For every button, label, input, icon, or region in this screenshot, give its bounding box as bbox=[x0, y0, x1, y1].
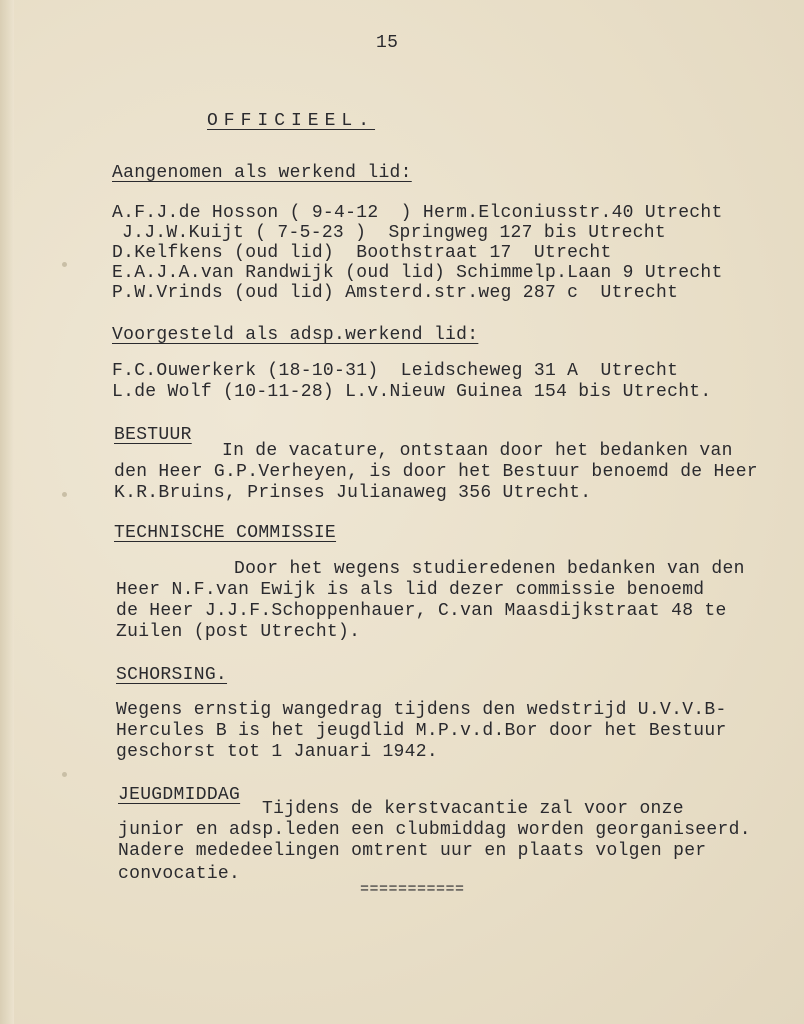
paragraph-line: Heer N.F.van Ewijk is als lid dezer commissie benoemd bbox=[116, 580, 705, 600]
paragraph-line: de Heer J.J.F.Schoppenhauer, C.van Maasdijkstraat 48 te bbox=[116, 601, 727, 621]
paragraph-line: convocatie. bbox=[118, 864, 241, 884]
page-title: OFFICIEEL. bbox=[207, 111, 376, 131]
section-heading-aangenomen: Aangenomen als werkend lid: bbox=[112, 163, 412, 183]
paper-edge bbox=[0, 0, 14, 1024]
paragraph-line: Tijdens de kerstvacantie zal voor onze bbox=[262, 799, 684, 819]
paragraph-line: Wegens ernstig wangedrag tijdens den wedstrijd U.V.V.B- bbox=[116, 700, 727, 720]
member-line: D.Kelfkens (oud lid) Boothstraat 17 Utrecht bbox=[112, 243, 612, 263]
paper-mark bbox=[62, 492, 67, 497]
paper-mark bbox=[62, 772, 67, 777]
section-heading-jeugdmiddag: JEUGDMIDDAG bbox=[118, 785, 241, 805]
member-line: F.C.Ouwerkerk (18-10-31) Leidscheweg 31 A Utrecht bbox=[112, 361, 679, 381]
paragraph-line: Hercules B is het jeugdlid M.P.v.d.Bor door het Bestuur bbox=[116, 721, 727, 741]
section-heading-schorsing: SCHORSING. bbox=[116, 665, 228, 685]
member-line: L.de Wolf (10-11-28) L.v.Nieuw Guinea 154 bis Utrecht. bbox=[112, 382, 712, 402]
section-heading-technische-commissie: TECHNISCHE COMMISSIE bbox=[114, 523, 337, 543]
member-line: J.J.W.Kuijt ( 7-5-23 ) Springweg 127 bis Utrecht bbox=[122, 223, 666, 243]
section-heading-bestuur: BESTUUR bbox=[114, 425, 192, 445]
paragraph-line: K.R.Bruins, Prinses Julianaweg 356 Utrecht. bbox=[114, 483, 592, 503]
closing-rule: =========== bbox=[360, 881, 465, 898]
member-line: A.F.J.de Hosson ( 9-4-12 ) Herm.Elconiusstr.40 Utrecht bbox=[112, 203, 723, 223]
section-heading-voorgesteld: Voorgesteld als adsp.werkend lid: bbox=[112, 325, 479, 345]
paragraph-line: junior en adsp.leden een clubmiddag worden georganiseerd. bbox=[118, 820, 751, 840]
paragraph-line: Zuilen (post Utrecht). bbox=[116, 622, 361, 642]
member-line: E.A.J.A.van Randwijk (oud lid) Schimmelp.Laan 9 Utrecht bbox=[112, 263, 723, 283]
paper-mark bbox=[62, 262, 67, 267]
page-number: 15 bbox=[376, 33, 399, 53]
paragraph-line: Door het wegens studieredenen bedanken van den bbox=[234, 559, 745, 579]
member-line: P.W.Vrinds (oud lid) Amsterd.str.weg 287 c Utrecht bbox=[112, 283, 679, 303]
paragraph-line: den Heer G.P.Verheyen, is door het Bestuur benoemd de Heer bbox=[114, 462, 758, 482]
paragraph-line: geschorst tot 1 Januari 1942. bbox=[116, 742, 438, 762]
paragraph-line: Nadere mededeelingen omtrent uur en plaats volgen per bbox=[118, 841, 707, 861]
paragraph-line: In de vacature, ontstaan door het bedanken van bbox=[222, 441, 733, 461]
